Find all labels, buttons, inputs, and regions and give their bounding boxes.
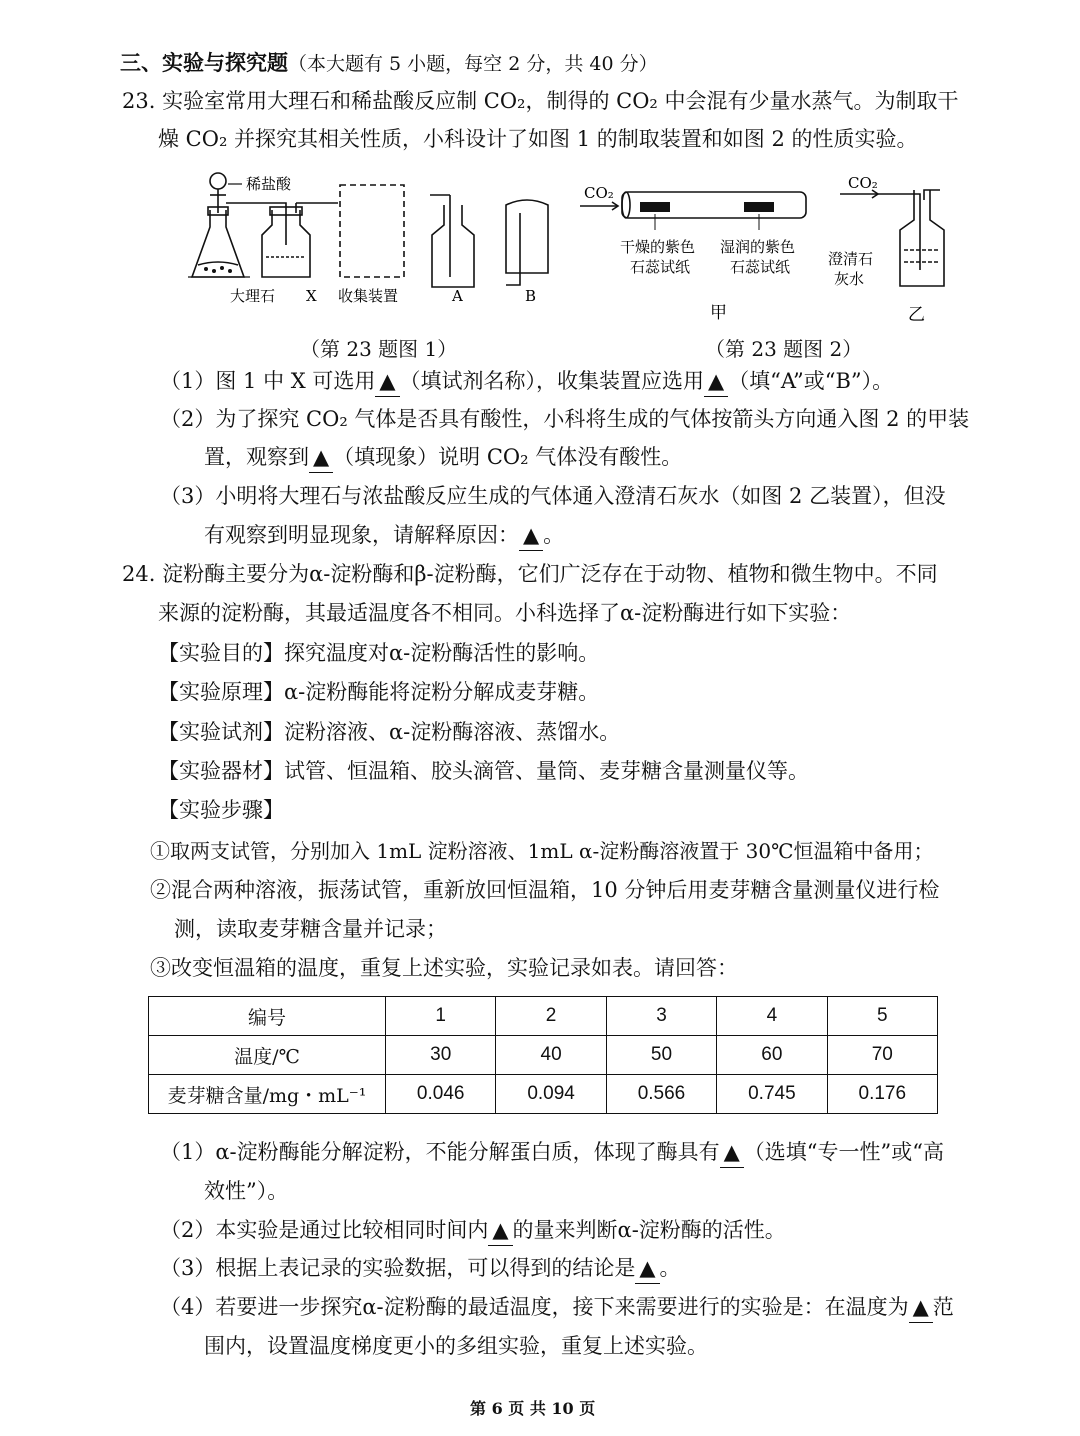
q24-stem-line1: 24. 淀粉酶主要分为α-淀粉酶和β-淀粉酶，它们广泛存在于动物、植物和微生物中。不同: [122, 562, 938, 586]
row-label-temperature: 温度/℃: [149, 1036, 386, 1075]
answer-blank: ▲: [519, 520, 543, 551]
label-co2-jia: CO₂: [584, 184, 614, 202]
section-header: [120, 48, 658, 79]
section-title: 三、实验与探究题: [120, 50, 288, 75]
table-row: [149, 1075, 938, 1114]
table-cell: 0.745: [717, 1075, 827, 1114]
conical-flask: [192, 210, 244, 277]
bottle-a: [432, 205, 474, 287]
q24-part3: （3）根据上表记录的实验数据，可以得到的结论是 ▲ 。: [160, 1253, 681, 1284]
figure-2-caption: （第 23 题图 2）: [705, 337, 863, 361]
table-cell: 60: [717, 1036, 827, 1075]
label-marble: 大理石: [230, 287, 276, 305]
table-cell: 3: [606, 997, 716, 1036]
table-cell: 2: [496, 997, 606, 1036]
label-b: B: [525, 287, 537, 305]
label-x: X: [306, 287, 317, 305]
answer-blank: ▲: [909, 1292, 933, 1323]
table-cell: 0.176: [827, 1075, 937, 1114]
label-limewater-1: 澄清石: [828, 250, 874, 268]
label-dry-paper-2: 石蕊试纸: [630, 258, 691, 276]
label-dry-paper-1: 干燥的紫色: [620, 238, 696, 256]
q24-part4-line2: 围内，设置温度梯度更小的多组实验，重复上述实验。: [204, 1334, 708, 1358]
q24-part1-line2: 效性”）。: [204, 1179, 289, 1203]
q24-purpose: 【实验目的】探究温度对α-淀粉酶活性的影响。: [158, 641, 600, 665]
page-footer: 第 6 页 共 10 页: [470, 1399, 596, 1418]
label-jia: 甲: [710, 303, 727, 323]
q23-stem-line2: 燥 CO₂ 并探究其相关性质，小科设计了如图 1 的制取装置和如图 2 的性质实验。: [158, 127, 918, 151]
table-cell: 40: [496, 1036, 606, 1075]
answer-blank: ▲: [375, 366, 399, 397]
bottle-b: [506, 200, 548, 273]
table-cell: 0.094: [496, 1075, 606, 1114]
q23-part2-line1: （2）为了探究 CO₂ 气体是否具有酸性，小科将生成的气体按箭头方向通入图 2 的甲装: [160, 407, 970, 431]
q24-part2: （2）本实验是通过比较相同时间内 ▲ 的量来判断α-淀粉酶的活性。: [160, 1215, 786, 1246]
answer-blank: ▲: [704, 366, 728, 397]
figure-1-caption: （第 23 题图 1）: [300, 337, 458, 361]
answer-blank: ▲: [488, 1215, 512, 1246]
maltose-data-table: [148, 996, 938, 1114]
table-row: [149, 997, 938, 1036]
q24-step2-line2: 测，读取麦芽糖含量并记录；: [174, 917, 447, 941]
q23-stem-line1: 23. 实验室常用大理石和稀盐酸反应制 CO₂，制得的 CO₂ 中会混有少量水蒸气。为制取干: [122, 89, 959, 113]
table-cell: 50: [606, 1036, 716, 1075]
table-cell: 1: [386, 997, 496, 1036]
table-cell: 5: [827, 997, 937, 1036]
q24-stem-line2: 来源的淀粉酶，其最适温度各不相同。小科选择了α-淀粉酶进行如下实验：: [158, 601, 852, 625]
q23-part2-line2: 置，观察到 ▲ （填现象）说明 CO₂ 气体没有酸性。: [204, 442, 682, 473]
q24-step1: ①取两支试管，分别加入 1mL 淀粉溶液、1mL α-淀粉酶溶液置于 30℃恒温箱中备用；: [150, 839, 934, 863]
table-cell: 4: [717, 997, 827, 1036]
label-yi: 乙: [908, 305, 925, 325]
figure-2-apparatus: [578, 170, 968, 325]
collection-device-placeholder: [340, 185, 404, 277]
label-limewater-2: 灰水: [834, 270, 865, 288]
q24-reagents: 【实验试剂】淀粉溶液、α-淀粉酶溶液、蒸馏水。: [158, 720, 621, 744]
answer-blank: ▲: [635, 1253, 659, 1284]
q24-part4-line1: （4）若要进一步探究α-淀粉酶的最适温度，接下来需要进行的实验是：在温度为 ▲ 范: [160, 1292, 954, 1323]
figure-1-apparatus: [180, 165, 580, 315]
label-a: A: [452, 287, 463, 305]
label-wet-paper-1: 湿润的紫色: [720, 238, 796, 256]
q24-principle: 【实验原理】α-淀粉酶能将淀粉分解成麦芽糖。: [158, 680, 600, 704]
label-wet-paper-2: 石蕊试纸: [730, 258, 791, 276]
dropping-funnel-bulb: [210, 173, 226, 189]
q23-part3-line1: （3）小明将大理石与浓盐酸反应生成的气体通入澄清石灰水（如图 2 乙装置），但没: [160, 484, 946, 508]
table-cell: 70: [827, 1036, 937, 1075]
limewater-bottle-yi: [900, 190, 944, 286]
q24-equipment: 【实验器材】试管、恒温箱、胶头滴管、量筒、麦芽糖含量测量仪等。: [158, 759, 809, 783]
q24-steps-title: 【实验步骤】: [158, 798, 284, 822]
q23-part1: （1）图 1 中 X 可选用 ▲ （填试剂名称），收集装置应选用 ▲ （填“A”或“B”）。: [160, 366, 893, 397]
q24-step2-line1: ②混合两种溶液，振荡试管，重新放回恒温箱，10 分钟后用麦芽糖含量测量仪进行检: [150, 878, 940, 902]
label-co2-yi: CO₂: [848, 174, 878, 192]
q23-part3-line2: 有观察到明显现象，请解释原因： ▲ 。: [204, 520, 564, 551]
dry-litmus-paper: [640, 202, 670, 212]
label-dilute-hcl: 稀盐酸: [246, 175, 292, 193]
table-cell: 0.566: [606, 1075, 716, 1114]
section-note: （本大题有 5 小题，每空 2 分，共 40 分）: [288, 53, 658, 75]
answer-blank: ▲: [720, 1137, 744, 1168]
table-cell: 30: [386, 1036, 496, 1075]
table-cell: 0.046: [386, 1075, 496, 1114]
label-collection-device: 收集装置: [338, 287, 399, 305]
q24-step3: ③改变恒温箱的温度，重复上述实验，实验记录如表。请回答：: [150, 956, 738, 980]
wet-litmus-paper: [744, 202, 774, 212]
table-row: [149, 1036, 938, 1075]
q24-part1-line1: （1）α-淀粉酶能分解淀粉，不能分解蛋白质，体现了酶具有 ▲ （选填“专一性”或“高: [160, 1137, 944, 1168]
row-label-id: 编号: [149, 997, 386, 1036]
row-label-maltose: 麦芽糖含量/mg・mL⁻¹: [149, 1075, 386, 1114]
answer-blank: ▲: [309, 442, 333, 473]
